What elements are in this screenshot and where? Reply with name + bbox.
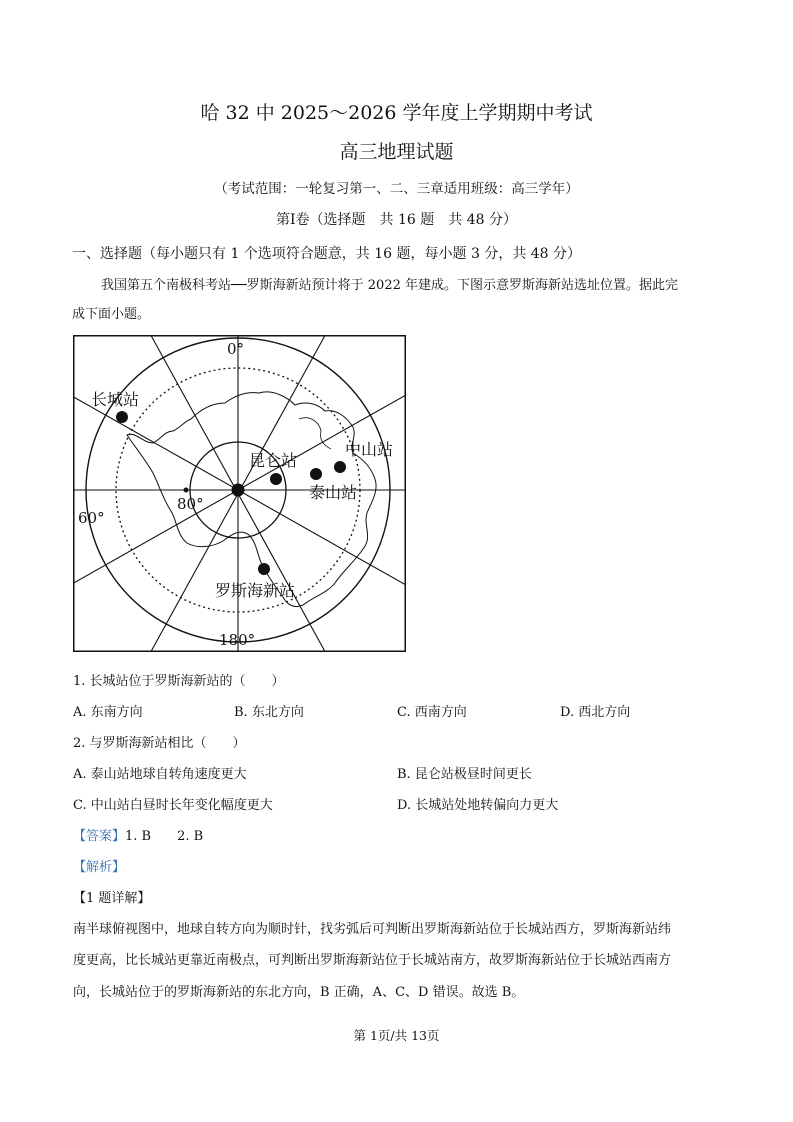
intro-line-1: 我国第五个南极科考站──罗斯海新站预计将于 2022 年建成。下图示意罗斯海新站选址位置。据此完 (101, 278, 679, 293)
question-1-option-b: B. 东北方向 (234, 705, 304, 720)
taishan-station-label: 泰山站 (309, 483, 358, 502)
luosihai-station-dot (258, 563, 270, 575)
antarctica-map (73, 335, 406, 652)
volume-heading: 第Ⅰ卷（选择题 共 16 题 共 48 分） (276, 212, 517, 228)
zhongshan-station-label: 中山站 (345, 440, 394, 459)
changcheng-station-dot (116, 411, 128, 423)
question-2-option-d: D. 长城站处地转偏向力更大 (397, 798, 559, 813)
analysis-label: 【解析】 (73, 860, 126, 875)
question-1-stem: 1. 长城站位于罗斯海新站的（ ） (73, 674, 285, 689)
latitude-80-marker (184, 488, 189, 493)
section-title: 一、选择题（每小题只有 1 个选项符合题意，共 16 题，每小题 3 分，共 48 分） (72, 246, 582, 262)
label-60-degree: 60° (78, 509, 105, 527)
changcheng-station-label: 长城站 (91, 390, 140, 409)
question-1-option-c: C. 西南方向 (397, 705, 467, 720)
question-2-option-b: B. 昆仑站极昼时间更长 (397, 767, 532, 782)
intro-line-2: 成下面小题。 (72, 307, 151, 322)
question-2-option-a: A. 泰山站地球自转角速度更大 (73, 767, 247, 782)
detail-line-2: 度更高，比长城站更靠近南极点，可判断出罗斯海新站位于长城站南方，故罗斯海新站位于长城站西南方 (73, 953, 672, 968)
zhongshan-station-dot (334, 461, 346, 473)
exam-scope: （考试范围：一轮复习第一、二、三章适用班级：高三学年） (214, 181, 579, 197)
detail-line-1: 南半球俯视图中，地球自转方向为顺时针，找劣弧后可判断出罗斯海新站位于长城站西方，罗斯海新站纬 (73, 922, 672, 937)
answer-label: 【答案】 (73, 829, 126, 844)
detail-label: 【1 题详解】 (73, 891, 151, 906)
kunlun-station-label: 昆仑站 (249, 451, 298, 470)
detail-line-3: 向，长城站位于的罗斯海新站的东北方向，B 正确，A、C、D 错误。故选 B。 (73, 985, 525, 1000)
answer-text: 1. B 2. B (125, 829, 204, 844)
taishan-station-dot (310, 468, 322, 480)
kunlun-station-dot (270, 473, 282, 485)
page-footer: 第 1页/共 13页 (353, 1028, 440, 1043)
label-180-degree: 180° (219, 631, 256, 649)
luosihai-station-label: 罗斯海新站 (215, 581, 296, 600)
south-pole-dot (232, 484, 245, 497)
question-1-option-a: A. 东南方向 (73, 705, 143, 720)
question-1-option-d: D. 西北方向 (560, 705, 631, 720)
answer-row (73, 825, 203, 844)
exam-title: 哈 32 中 2025～2026 学年度上学期期中考试 (200, 102, 593, 124)
label-0-degree: 0° (227, 340, 245, 358)
question-2-stem: 2. 与罗斯海新站相比（ ） (73, 736, 246, 751)
question-2-option-c: C. 中山站白昼时长年变化幅度更大 (73, 798, 273, 813)
label-80-degree: 80° (177, 495, 204, 513)
exam-subtitle: 高三地理试题 (339, 141, 454, 163)
